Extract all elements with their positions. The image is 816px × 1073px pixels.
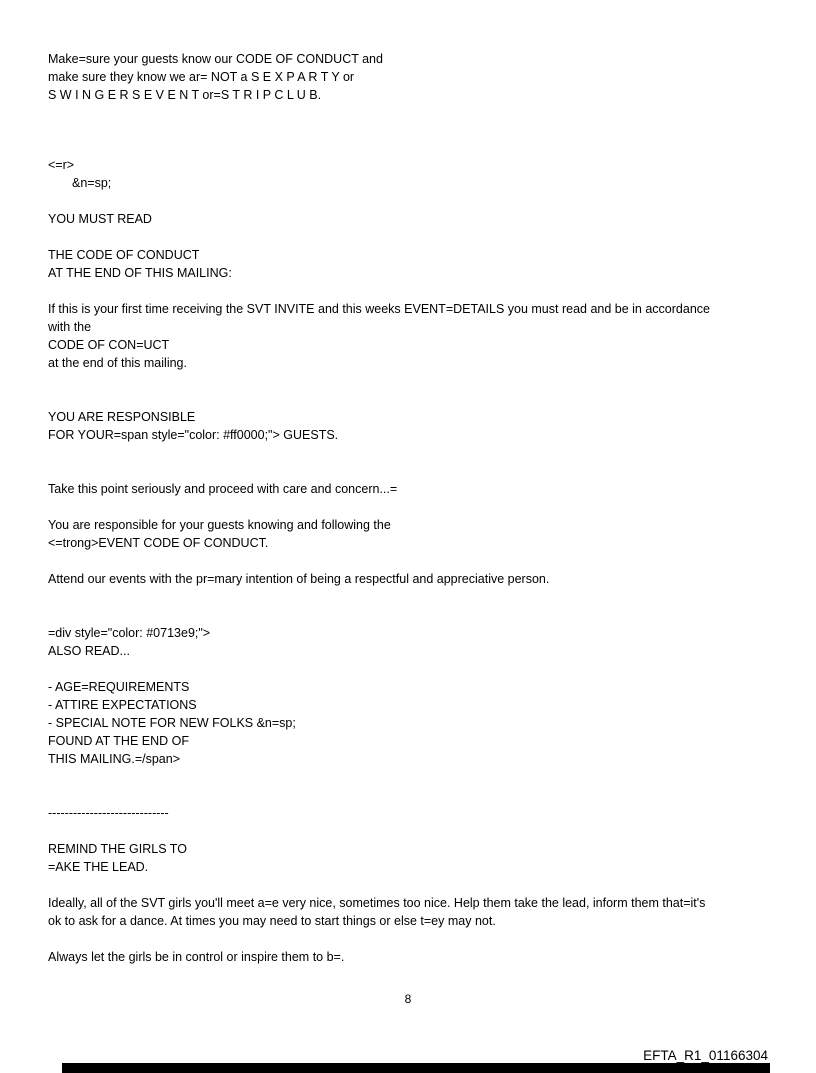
text-line: REMIND THE GIRLS TO [48, 842, 187, 856]
text-line: =AKE THE LEAD. [48, 860, 149, 874]
paragraph [48, 624, 788, 660]
text-line: AT THE END OF THIS MAILING: [48, 266, 232, 280]
text-line: - ATTIRE EXPECTATIONS [48, 698, 197, 712]
text-line: make sure they know we ar= NOT a S E X P A R T Y or [48, 70, 355, 84]
text-line: Ideally, all of the SVT girls you'll meet a=e very nice, sometimes too nice. Help them take the lead, inform them that=it's [48, 896, 706, 910]
paragraph [48, 50, 788, 104]
text-line: THE CODE OF CONDUCT [48, 248, 200, 262]
bates-number: EFTA_R1_01166304 [643, 1048, 768, 1063]
paragraph [48, 570, 788, 588]
text-line: =div style="color: #0713e9;"> [48, 626, 211, 640]
text-line: YOU MUST READ [48, 212, 152, 226]
text-line: - AGE=REQUIREMENTS [48, 680, 190, 694]
page-number: 8 [404, 992, 412, 1006]
text-line: ----------------------------- [48, 806, 169, 820]
text-line: S W I N G E R S E V E N T or=S T R I P C L U B. [48, 88, 322, 102]
paragraph [48, 210, 788, 228]
text-line: Attend our events with the pr=mary intention of being a respectful and appreciative person. [48, 572, 550, 586]
paragraph [48, 246, 788, 282]
paragraph [48, 678, 788, 768]
document-body [48, 50, 788, 966]
text-line: You are responsible for your guests knowing and following the [48, 518, 391, 532]
text-line: YOU ARE RESPONSIBLE [48, 410, 196, 424]
text-line: CODE OF CON=UCT [48, 338, 170, 352]
text-line: Always let the girls be in control or inspire them to b=. [48, 950, 345, 964]
paragraph [48, 894, 788, 930]
paragraph [48, 408, 788, 444]
text-line: Take this point seriously and proceed with care and concern...= [48, 482, 398, 496]
paragraph [48, 516, 788, 552]
redaction-bar [62, 1063, 770, 1073]
text-line: <=r> [48, 158, 75, 172]
text-line: with the [48, 320, 92, 334]
paragraph [48, 840, 788, 876]
text-line: Make=sure your guests know our CODE OF CONDUCT and [48, 52, 383, 66]
text-line: ok to ask for a dance. At times you may need to start things or else t=ey may not. [48, 914, 496, 928]
text-line: If this is your first time receiving the SVT INVITE and this weeks EVENT=DETAILS you must read and be in accordance [48, 302, 710, 316]
text-line: FOUND AT THE END OF [48, 734, 189, 748]
divider-line [48, 804, 788, 822]
text-line: at the end of this mailing. [48, 356, 187, 370]
paragraph [48, 480, 788, 498]
paragraph [48, 948, 788, 966]
paragraph [48, 156, 788, 192]
paragraph [48, 300, 788, 372]
text-line: - SPECIAL NOTE FOR NEW FOLKS &n=sp; [48, 716, 296, 730]
text-line: THIS MAILING.=/span> [48, 752, 180, 766]
text-line: FOR YOUR=span style="color: #ff0000;"> GUESTS. [48, 428, 339, 442]
text-line: ALSO READ... [48, 644, 130, 658]
text-line: &n=sp; [72, 176, 112, 190]
text-line: <=trong>EVENT CODE OF CONDUCT. [48, 536, 269, 550]
